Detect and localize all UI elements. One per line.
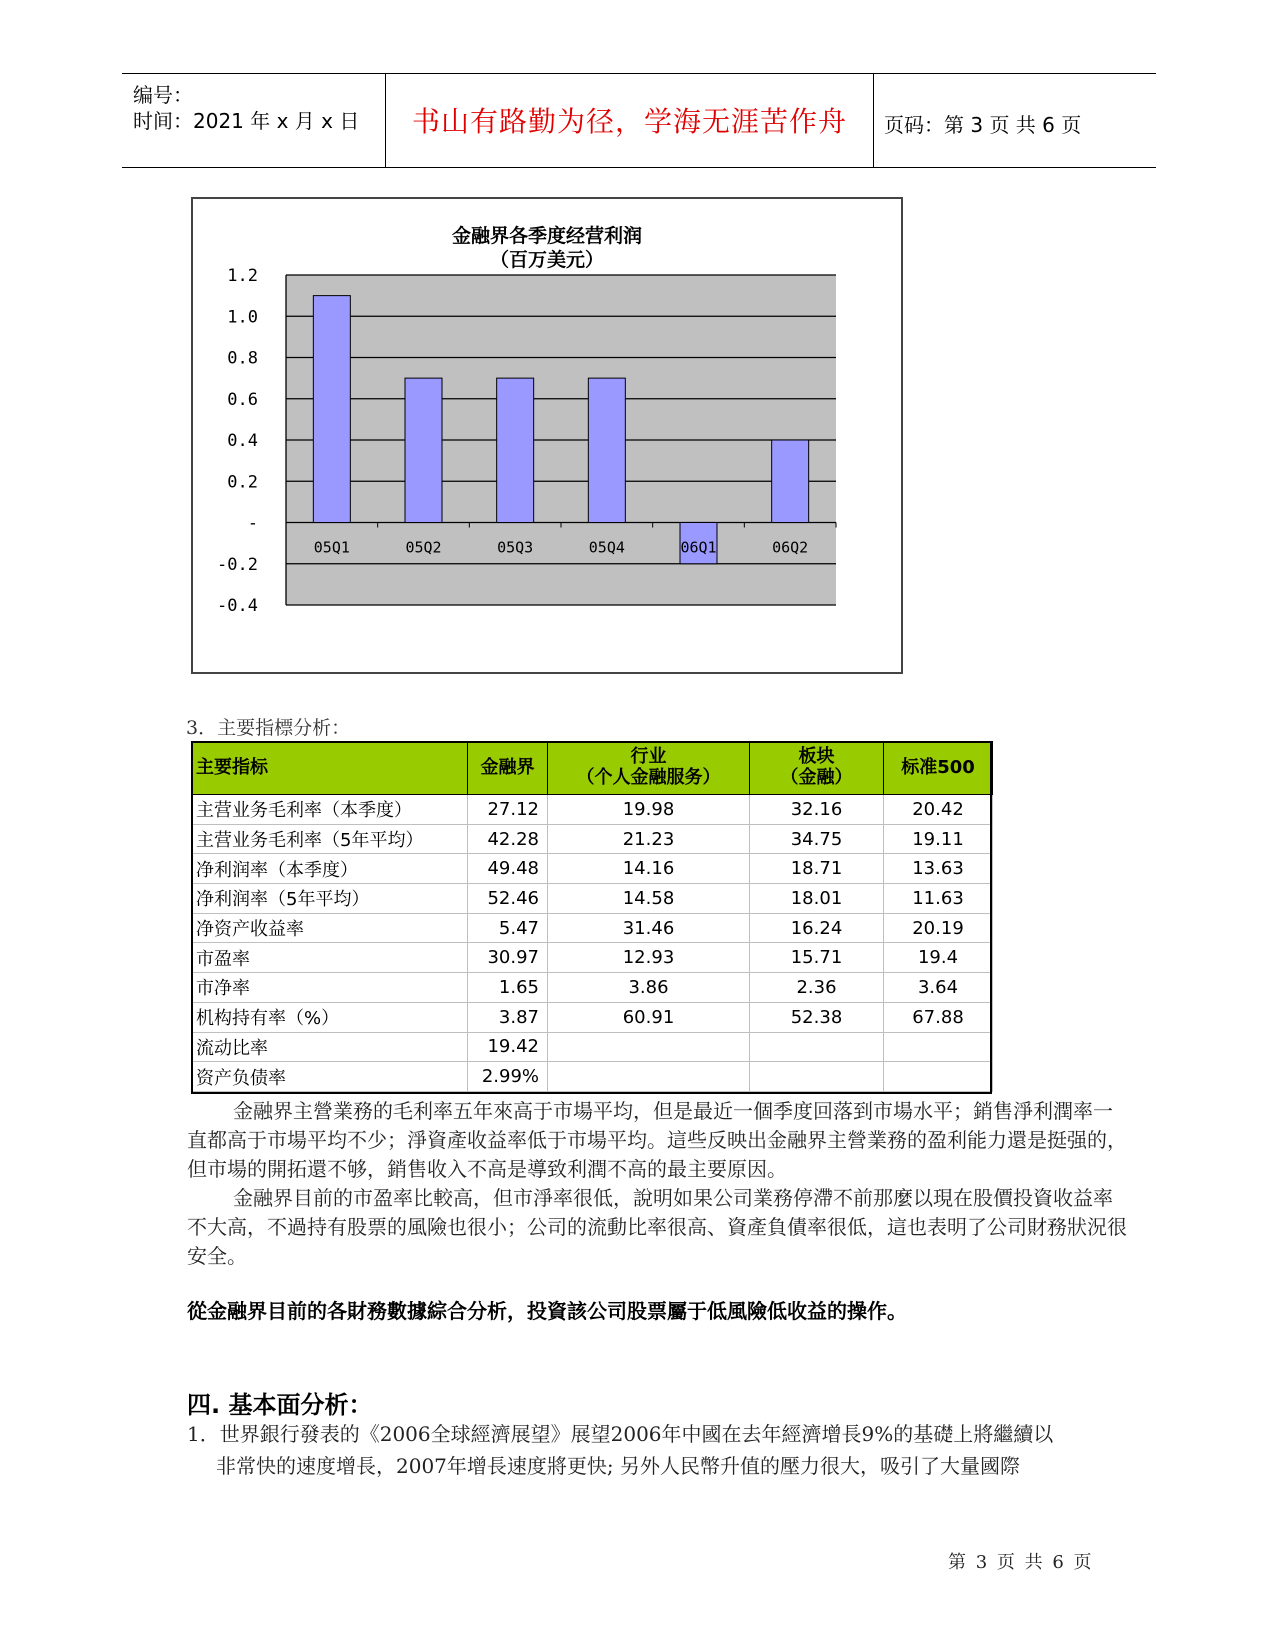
value-cell bbox=[884, 1032, 993, 1062]
chart-plot bbox=[193, 199, 901, 672]
table-row bbox=[192, 1002, 993, 1032]
value-cell bbox=[884, 1062, 993, 1092]
value-cell: 3.64 bbox=[884, 973, 993, 1003]
header-divider-left bbox=[385, 74, 386, 167]
bar bbox=[313, 296, 350, 523]
table-row bbox=[192, 1032, 993, 1062]
table-row bbox=[192, 973, 993, 1003]
indicator-name-cell: 机构持有率（%） bbox=[192, 1002, 468, 1032]
value-cell bbox=[548, 1032, 750, 1062]
table-row bbox=[192, 795, 993, 825]
document-number-label: 编号： bbox=[133, 83, 193, 107]
table-header-row bbox=[192, 742, 993, 795]
value-cell: 31.46 bbox=[548, 913, 750, 943]
value-cell: 3.86 bbox=[548, 973, 750, 1003]
column-header: 标准500 bbox=[884, 742, 993, 795]
value-cell bbox=[548, 1062, 750, 1092]
y-tick-label: -0.4 bbox=[217, 596, 258, 616]
header-bottom-rule bbox=[122, 167, 1156, 168]
y-tick-label: - bbox=[247, 513, 258, 534]
column-header: 行业 （个人金融服务） bbox=[548, 742, 750, 795]
x-tick-label: 05Q4 bbox=[588, 538, 625, 557]
bar bbox=[405, 378, 442, 522]
value-cell: 18.01 bbox=[750, 884, 884, 914]
indicator-name-cell: 资产负债率 bbox=[192, 1062, 468, 1092]
indicator-name-cell: 净利润率（5年平均） bbox=[192, 884, 468, 914]
page-footer: 第 3 页 共 6 页 bbox=[948, 1552, 1094, 1573]
chart-title: 金融界各季度经营利润 bbox=[451, 225, 642, 247]
value-cell: 20.42 bbox=[884, 795, 993, 825]
value-cell: 2.99% bbox=[468, 1062, 548, 1092]
value-cell bbox=[750, 1032, 884, 1062]
value-cell: 30.97 bbox=[468, 943, 548, 973]
value-cell: 19.98 bbox=[548, 795, 750, 825]
indicator-name-cell: 主营业务毛利率（本季度） bbox=[192, 795, 468, 825]
paragraph-valuation-analysis: 金融界目前的市盈率比較高，但市淨率很低，說明如果公司業務停滯不前那麼以現在股價投資收益率不大高，不過持有股票的風險也很小；公司的流動比率很高、資產負債率很低，這也表明了公司財務狀況很安全。 bbox=[187, 1186, 1127, 1268]
value-cell: 42.28 bbox=[468, 824, 548, 854]
value-cell: 67.88 bbox=[884, 1002, 993, 1032]
header-page-number: 页码：第 3 页 共 6 页 bbox=[884, 113, 1082, 137]
analysis-text bbox=[187, 1097, 1132, 1271]
x-tick-label: 05Q1 bbox=[313, 538, 350, 557]
y-tick-label: 0.4 bbox=[227, 431, 258, 451]
bar bbox=[497, 378, 534, 522]
value-cell: 18.71 bbox=[750, 854, 884, 884]
value-cell: 1.65 bbox=[468, 973, 548, 1003]
y-tick-label: 1.2 bbox=[227, 266, 258, 286]
value-cell: 19.42 bbox=[468, 1032, 548, 1062]
bar bbox=[588, 378, 625, 522]
value-cell: 27.12 bbox=[468, 795, 548, 825]
value-cell: 52.46 bbox=[468, 884, 548, 914]
table-row bbox=[192, 884, 993, 914]
value-cell: 19.11 bbox=[884, 824, 993, 854]
value-cell: 16.24 bbox=[750, 913, 884, 943]
conclusion-text: 從金融界目前的各財務數據綜合分析，投資該公司股票屬于低風險低收益的操作。 bbox=[187, 1299, 907, 1323]
x-tick-label: 06Q2 bbox=[772, 538, 809, 557]
value-cell: 3.87 bbox=[468, 1002, 548, 1032]
value-cell: 32.16 bbox=[750, 795, 884, 825]
y-tick-label: 1.0 bbox=[227, 307, 258, 328]
value-cell: 49.48 bbox=[468, 854, 548, 884]
section-3-label: 3．主要指標分析： bbox=[186, 717, 351, 739]
list-item-1-line-2: 非常快的速度增長，2007年增長速度將更快; 另外人民幣升值的壓力很大，吸引了大量國際 bbox=[216, 1454, 1020, 1478]
column-header: 金融界 bbox=[468, 742, 548, 795]
indicator-name-cell: 净利润率（本季度） bbox=[192, 854, 468, 884]
y-tick-label: 0.6 bbox=[227, 389, 258, 410]
header-divider-right bbox=[873, 74, 874, 167]
value-cell: 5.47 bbox=[468, 913, 548, 943]
y-tick-label: 0.2 bbox=[227, 472, 258, 493]
x-tick-label: 05Q3 bbox=[497, 538, 534, 557]
indicator-name-cell: 市净率 bbox=[192, 973, 468, 1003]
document-date: 时间：2021 年 x 月 x 日 bbox=[133, 109, 360, 133]
value-cell: 34.75 bbox=[750, 824, 884, 854]
indicator-name-cell: 市盈率 bbox=[192, 943, 468, 973]
y-tick-label: -0.2 bbox=[217, 554, 258, 575]
section-4-heading: 四. 基本面分析： bbox=[187, 1391, 373, 1419]
value-cell: 60.91 bbox=[548, 1002, 750, 1032]
indicators-table bbox=[191, 741, 993, 1092]
table-row bbox=[192, 854, 993, 884]
table-row bbox=[192, 1062, 993, 1092]
value-cell: 14.16 bbox=[548, 854, 750, 884]
list-item-1-line-1: 1．世界銀行發表的《2006全球經濟展望》展望2006年中國在去年經濟增長9%的基礎上將繼續以 bbox=[187, 1422, 1054, 1446]
value-cell: 12.93 bbox=[548, 943, 750, 973]
list-item bbox=[187, 1418, 1117, 1482]
column-header: 主要指标 bbox=[192, 742, 468, 795]
value-cell: 21.23 bbox=[548, 824, 750, 854]
value-cell: 52.38 bbox=[750, 1002, 884, 1032]
header-top-rule bbox=[122, 73, 1156, 74]
table-row bbox=[192, 824, 993, 854]
value-cell: 15.71 bbox=[750, 943, 884, 973]
value-cell: 20.19 bbox=[884, 913, 993, 943]
value-cell: 14.58 bbox=[548, 884, 750, 914]
value-cell: 2.36 bbox=[750, 973, 884, 1003]
bar bbox=[772, 440, 809, 523]
value-cell: 19.4 bbox=[884, 943, 993, 973]
y-tick-label: 0.8 bbox=[227, 348, 258, 369]
profit-chart bbox=[191, 197, 903, 674]
indicator-name-cell: 净资产收益率 bbox=[192, 913, 468, 943]
value-cell: 11.63 bbox=[884, 884, 993, 914]
header-motto: 书山有路勤为径，学海无涯苦作舟 bbox=[412, 105, 848, 138]
indicator-name-cell: 流动比率 bbox=[192, 1032, 468, 1062]
chart-subtitle: （百万美元） bbox=[489, 249, 604, 271]
table-row bbox=[192, 913, 993, 943]
value-cell: 13.63 bbox=[884, 854, 993, 884]
x-tick-label: 06Q1 bbox=[680, 538, 717, 557]
value-cell bbox=[750, 1062, 884, 1092]
column-header: 板块 （金融） bbox=[750, 742, 884, 795]
table-row bbox=[192, 943, 993, 973]
paragraph-margin-analysis: 金融界主營業務的毛利率五年來高于市場平均，但是最近一個季度回落到市場水平；銷售淨利潤率一直都高于市場平均不少；淨資產收益率低于市場平均。這些反映出金融界主營業務的盈利能力還是挺强的，但市場的開拓還不够，銷售收入不高是導致利潤不高的最主要原因。 bbox=[187, 1099, 1127, 1181]
indicator-name-cell: 主营业务毛利率（5年平均） bbox=[192, 824, 468, 854]
x-tick-label: 05Q2 bbox=[405, 538, 442, 557]
